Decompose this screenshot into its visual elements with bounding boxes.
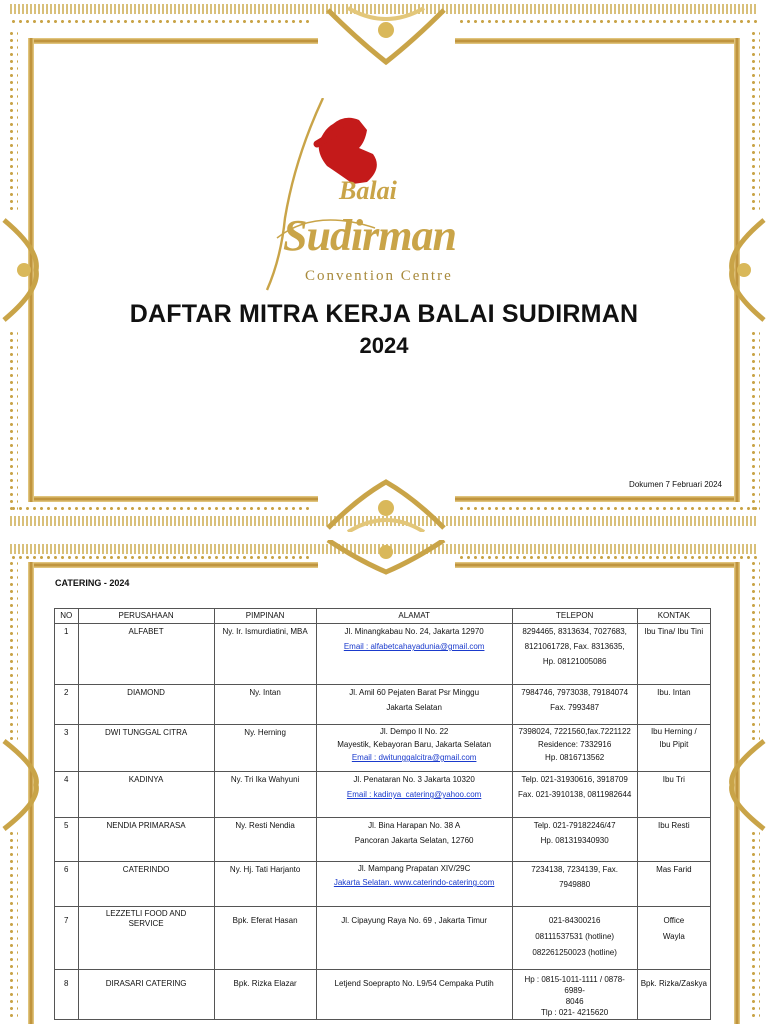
row-company: KADINYA xyxy=(78,772,214,818)
page2-left-ornament-icon xyxy=(0,735,44,835)
row-phone xyxy=(512,624,637,685)
row-leader: Ny. Hj. Tati Harjanto xyxy=(214,862,316,907)
row-leader: Bpk. Eferat Hasan xyxy=(214,907,316,970)
phone-line: Fax. 7993487 xyxy=(550,703,600,712)
row-company: NENDIA PRIMARASA xyxy=(78,818,214,862)
row-address xyxy=(316,624,512,685)
phone-line: Hp : 0815-1011-1111 / 0878-6989- xyxy=(524,975,625,995)
table-row xyxy=(55,685,711,725)
table-row xyxy=(55,907,711,970)
row-leader: Ny. Ir. Ismurdiatini, MBA xyxy=(214,624,316,685)
table-header-row xyxy=(55,609,711,624)
email-link[interactable]: Email : kadinya_catering@yahoo.com xyxy=(346,790,482,799)
row-contact: Ibu Resti xyxy=(637,818,710,862)
row-phone xyxy=(512,725,637,772)
row-company: DWI TUNGGAL CITRA xyxy=(78,725,214,772)
website-link[interactable]: Jakarta Selatan. www.caterindo-catering.com xyxy=(333,878,495,887)
frame2-top-dots-left xyxy=(10,554,310,562)
row-company xyxy=(78,907,214,970)
address-line: Jakarta Selatan xyxy=(386,703,442,712)
address-line: Jl. Dempo II No. 22 xyxy=(379,727,449,736)
frame2-top-dots-right xyxy=(458,554,758,562)
catering-table xyxy=(54,608,711,1020)
address-line: Mayestik, Kebayoran Baru, Jakarta Selatan xyxy=(337,740,492,749)
phone-line: 8294465, 8313634, 7027683, xyxy=(522,627,627,636)
header-company: PERUSAHAAN xyxy=(78,609,214,624)
row-no: 2 xyxy=(55,685,79,725)
frame-bottom-rail-left xyxy=(28,496,318,502)
phone-line: 08111537531 (hotline) xyxy=(535,932,615,941)
address-line: Jl. Mampang Prapatan XIV/29C xyxy=(357,864,471,873)
address-line: Jl. Minangkabau No. 24, Jakarta 12970 xyxy=(344,627,484,636)
table-row xyxy=(55,772,711,818)
address-line: Jl. Bina Harapan No. 38 A xyxy=(368,821,461,830)
contact-line: Ibu Herning / xyxy=(650,727,697,736)
row-contact xyxy=(637,725,710,772)
row-contact: Bpk. Rizka/Zaskya xyxy=(637,970,710,1020)
address-line: Pancoran Jakarta Selatan, 12760 xyxy=(354,836,474,845)
page-gap xyxy=(0,532,768,540)
row-address: Jl. Cipayung Raya No. 69 , Jakarta Timur xyxy=(316,907,512,970)
frame2-top-rail-left xyxy=(28,562,318,568)
row-leader: Bpk. Rizka Elazar xyxy=(214,970,316,1020)
row-company: ALFABET xyxy=(78,624,214,685)
row-phone xyxy=(512,970,637,1020)
partner-list-page xyxy=(0,540,768,1024)
frame-top-rail-right xyxy=(455,38,740,44)
row-no: 1 xyxy=(55,624,79,685)
phone-line: 8046 xyxy=(565,997,584,1006)
page2-top-ornament-icon xyxy=(318,540,454,576)
frame-bottom-rail-right xyxy=(455,496,740,502)
table-row xyxy=(55,725,711,772)
table-row xyxy=(55,970,711,1020)
row-company: DIAMOND xyxy=(78,685,214,725)
row-address: Letjend Soeprapto No. L9/54 Cempaka Putih xyxy=(316,970,512,1020)
logo-text-balai: Balai xyxy=(339,176,397,205)
header-phone: TELEPON xyxy=(512,609,637,624)
logo xyxy=(255,98,515,293)
logo-text-sudirman: Sudirman xyxy=(283,211,456,260)
row-no: 4 xyxy=(55,772,79,818)
contact-line: Ibu Pipit xyxy=(659,740,689,749)
table-row xyxy=(55,818,711,862)
phone-line: Hp. 0816713562 xyxy=(545,753,605,762)
address-line: Jl. Penataran No. 3 Jakarta 10320 xyxy=(353,775,475,784)
row-leader: Ny. Herning xyxy=(214,725,316,772)
row-contact: Mas Farid xyxy=(637,862,710,907)
frame-bottom-dots-right xyxy=(458,505,758,513)
page2-right-ornament-icon xyxy=(724,735,768,835)
contact-line: Office xyxy=(663,916,685,925)
phone-line: Telp. 021-79182246/47 xyxy=(533,821,616,830)
header-no: NO xyxy=(55,609,79,624)
section-title: CATERING - 2024 xyxy=(55,578,130,588)
frame-bottom-dots-left xyxy=(10,505,310,513)
row-address xyxy=(316,862,512,907)
row-contact: Ibu Tri xyxy=(637,772,710,818)
page-title: DAFTAR MITRA KERJA BALAI SUDIRMAN xyxy=(129,300,639,328)
phone-line: 7984746, 7973038, 79184074 xyxy=(521,688,629,697)
row-phone xyxy=(512,818,637,862)
top-ornament-icon xyxy=(318,0,454,70)
row-contact xyxy=(637,907,710,970)
email-link[interactable]: Email : alfabetcahayadunia@gmail.com xyxy=(343,642,485,651)
phone-line: Residence: 7332916 xyxy=(537,740,612,749)
frame-top-dots-left xyxy=(10,18,310,26)
row-company: CATERINDO xyxy=(78,862,214,907)
phone-line: 082261250023 (hotline) xyxy=(532,948,617,957)
phone-line: Fax. 021-3910138, 0811982644 xyxy=(518,790,632,799)
table-row xyxy=(55,624,711,685)
header-contact: KONTAK xyxy=(637,609,710,624)
address-line: Jl. Amil 60 Pejaten Barat Psr Minggu xyxy=(349,688,480,697)
logo-text-convention: Convention Centre xyxy=(305,268,453,284)
company-line: SERVICE xyxy=(128,919,164,928)
row-address xyxy=(316,772,512,818)
row-no: 8 xyxy=(55,970,79,1020)
row-address xyxy=(316,685,512,725)
row-phone xyxy=(512,907,637,970)
phone-line: 7398024, 7221560,fax.7221122 xyxy=(518,727,631,736)
bottom-ornament-icon xyxy=(318,478,454,532)
row-no: 6 xyxy=(55,862,79,907)
header-address: ALAMAT xyxy=(316,609,512,624)
frame-top-rail-left xyxy=(28,38,318,44)
row-phone xyxy=(512,685,637,725)
row-leader: Ny. Intan xyxy=(214,685,316,725)
document-date: Dokumen 7 Februari 2024 xyxy=(629,480,722,489)
header-leader: PIMPINAN xyxy=(214,609,316,624)
frame-right-dots-top xyxy=(750,30,760,210)
row-company: DIRASARI CATERING xyxy=(78,970,214,1020)
row-phone xyxy=(512,862,637,907)
row-contact: Ibu Tina/ Ibu Tini xyxy=(637,624,710,685)
row-no: 5 xyxy=(55,818,79,862)
frame2-top-rail-right xyxy=(455,562,740,568)
phone-line: 021-84300216 xyxy=(548,916,601,925)
frame2-right-dots-top xyxy=(750,560,760,740)
row-address xyxy=(316,818,512,862)
table-row xyxy=(55,862,711,907)
page-year: 2024 xyxy=(359,333,409,358)
row-leader: Ny. Tri Ika Wahyuni xyxy=(214,772,316,818)
company-line: LEZZETLI FOOD AND xyxy=(105,909,187,918)
row-no: 7 xyxy=(55,907,79,970)
row-address xyxy=(316,725,512,772)
row-no: 3 xyxy=(55,725,79,772)
phone-line: 8121061728, Fax. 8313635, xyxy=(524,642,625,651)
row-leader: Ny. Resti Nendia xyxy=(214,818,316,862)
phone-line: Hp. 08121005086 xyxy=(542,657,607,666)
frame-top-dots-right xyxy=(458,18,758,26)
contact-line: Wayla xyxy=(662,932,685,941)
phone-line: Tlp : 021- 4215620 xyxy=(541,1008,609,1017)
email-link[interactable]: Email : dwitunggalcitra@gmail.com xyxy=(351,753,477,762)
frame2-left-dots-bottom xyxy=(8,830,18,1020)
row-contact: Ibu. Intan xyxy=(637,685,710,725)
frame-left-dots-top xyxy=(8,30,18,210)
phone-line: 7234138, 7234139, Fax. 7949880 xyxy=(531,865,619,889)
row-phone xyxy=(512,772,637,818)
frame2-left-dots-top xyxy=(8,560,18,740)
phone-line: Hp. 081319340930 xyxy=(540,836,609,845)
frame2-right-dots-bottom xyxy=(750,830,760,1020)
phone-line: Telp. 021-31930616, 3918709 xyxy=(521,775,628,784)
